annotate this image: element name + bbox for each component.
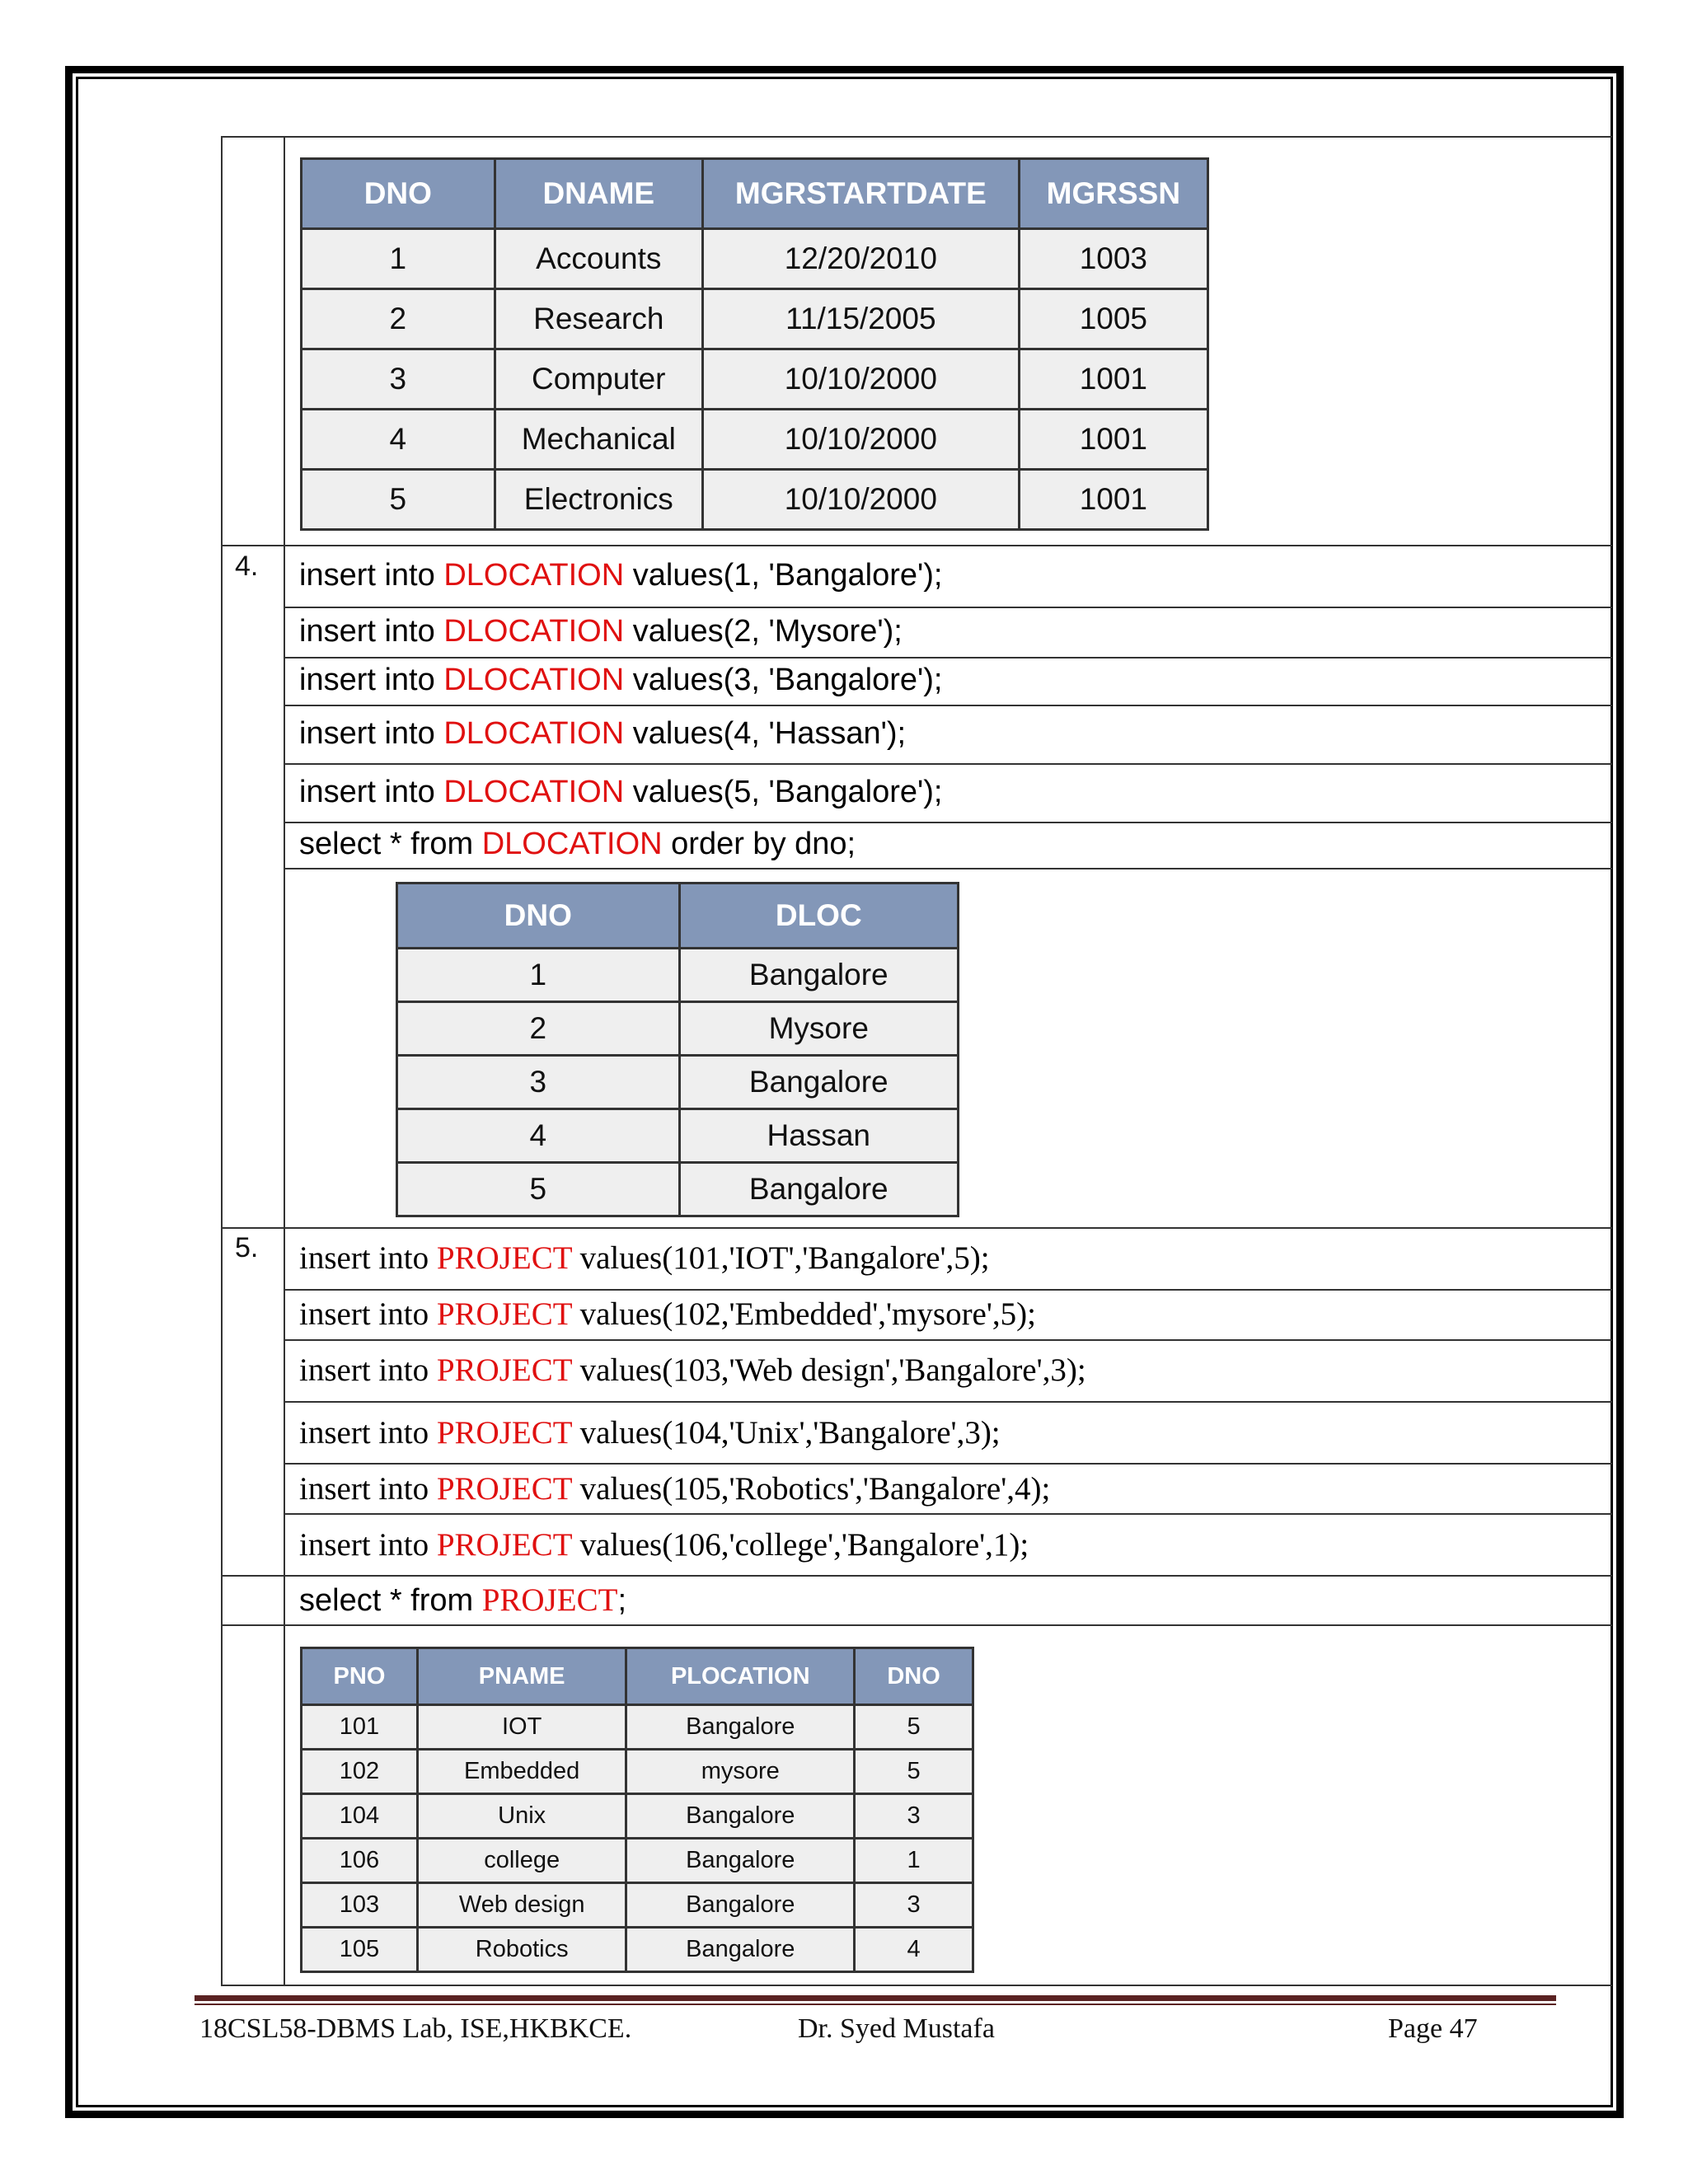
row-divider (221, 1575, 1612, 1577)
sql-statement (299, 614, 903, 649)
sql-statement (299, 775, 942, 810)
table-cell: 10/10/2000 (702, 410, 1019, 470)
table-cell: 105 (302, 1928, 418, 1972)
sql-keyword: insert into (299, 716, 444, 751)
table-row (397, 1056, 959, 1109)
table-cell: Bangalore (626, 1839, 855, 1883)
table-row (397, 1163, 959, 1216)
table-row (302, 289, 1208, 349)
sql-keyword: insert into (299, 1415, 437, 1451)
table-row (302, 1839, 973, 1883)
sql-keyword: select * from (299, 827, 482, 861)
table-row (302, 470, 1208, 530)
sql-values: values(103,'Web design','Bangalore',3); (571, 1352, 1086, 1388)
table-cell: Accounts (495, 229, 702, 289)
table-left-border (221, 136, 223, 1986)
table-row (302, 1883, 973, 1928)
sql-keyword: insert into (299, 1471, 437, 1507)
table-cell: 1003 (1019, 229, 1207, 289)
table-cell: 1001 (1019, 470, 1207, 530)
table-cell: 103 (302, 1883, 418, 1928)
column-header: DLOC (679, 883, 958, 949)
table-name: DLOCATION (481, 827, 663, 861)
row-divider (284, 1401, 1612, 1403)
table-cell: 5 (855, 1750, 973, 1794)
row-divider (284, 1339, 1612, 1341)
table-cell: 101 (302, 1705, 418, 1750)
table-name: PROJECT (436, 1471, 572, 1507)
footer-course: 18CSL58-DBMS Lab, ISE,HKBKCE. (199, 2013, 632, 2044)
number-column-divider (284, 136, 285, 1986)
table-cell: 5 (397, 1163, 680, 1216)
table-cell: Bangalore (626, 1794, 855, 1839)
sql-keyword: insert into (299, 614, 444, 649)
sql-statement (299, 558, 942, 593)
table-cell: 106 (302, 1839, 418, 1883)
sql-keyword: insert into (299, 663, 444, 697)
footer-rule-thin (195, 2004, 1556, 2005)
sql-statement (299, 1414, 1001, 1451)
table-bottom-border (221, 1985, 1612, 1986)
sql-statement (299, 1240, 990, 1277)
sql-keyword: insert into (299, 1527, 437, 1563)
table-name: PROJECT (436, 1296, 572, 1332)
table-cell: 4 (855, 1928, 973, 1972)
table-cell: 10/10/2000 (702, 349, 1019, 410)
table-cell: 4 (397, 1109, 680, 1163)
table-name: DLOCATION (443, 775, 625, 809)
table-cell: Mysore (679, 1002, 958, 1056)
sql-values: values(106,'college','Bangalore',1); (571, 1527, 1029, 1563)
sql-statement (299, 1352, 1086, 1389)
section-number: 5. (235, 1232, 259, 1263)
table-row (302, 1928, 973, 1972)
page-number: Page 47 (1388, 2013, 1478, 2044)
department-table (300, 157, 1209, 531)
table-row (302, 1705, 973, 1750)
sql-values: values(4, 'Hassan'); (624, 716, 907, 751)
table-name: DLOCATION (443, 558, 625, 593)
table-cell: 1 (302, 229, 495, 289)
table-name: PROJECT (481, 1582, 618, 1618)
table-header-row (302, 1648, 973, 1705)
table-row (302, 229, 1208, 289)
table-cell: Robotics (417, 1928, 626, 1972)
row-divider (221, 136, 1612, 138)
table-cell: 5 (302, 470, 495, 530)
table-name: DLOCATION (443, 614, 625, 649)
table-row (397, 949, 959, 1002)
table-cell: 3 (302, 349, 495, 410)
column-header: DNO (302, 159, 495, 229)
sql-statement (299, 1526, 1029, 1563)
table-cell: 104 (302, 1794, 418, 1839)
table-name: DLOCATION (443, 716, 625, 751)
table-cell: Bangalore (679, 949, 958, 1002)
table-cell: Research (495, 289, 702, 349)
row-divider (284, 705, 1612, 706)
sql-statement (299, 663, 942, 698)
table-header-row (397, 883, 959, 949)
footer-rule (195, 1995, 1556, 2001)
table-cell: 1005 (1019, 289, 1207, 349)
table-cell: 1001 (1019, 349, 1207, 410)
row-divider (284, 1463, 1612, 1465)
sql-values: values(2, 'Mysore'); (624, 614, 903, 649)
table-cell: Bangalore (626, 1883, 855, 1928)
table-cell: Computer (495, 349, 702, 410)
table-cell: Bangalore (679, 1163, 958, 1216)
row-divider (284, 1513, 1612, 1515)
table-row (302, 1750, 973, 1794)
sql-values: values(1, 'Bangalore'); (624, 558, 943, 593)
table-row (302, 410, 1208, 470)
sql-keyword: insert into (299, 1240, 437, 1276)
table-cell: Unix (417, 1794, 626, 1839)
row-divider (221, 1227, 1612, 1229)
sql-values: values(105,'Robotics','Bangalore',4); (571, 1471, 1051, 1507)
table-name: PROJECT (436, 1527, 572, 1563)
table-cell: 1001 (1019, 410, 1207, 470)
table-cell: Web design (417, 1883, 626, 1928)
table-cell: Hassan (679, 1109, 958, 1163)
sql-values: values(5, 'Bangalore'); (624, 775, 943, 809)
select-statement (299, 827, 856, 862)
row-divider (284, 763, 1612, 765)
row-divider (284, 1289, 1612, 1291)
table-row (302, 349, 1208, 410)
table-row (397, 1109, 959, 1163)
sql-keyword: insert into (299, 558, 444, 593)
table-cell: 3 (397, 1056, 680, 1109)
sql-clause: ; (617, 1583, 626, 1618)
table-name: PROJECT (436, 1352, 572, 1388)
table-row (302, 1794, 973, 1839)
row-divider (284, 868, 1612, 869)
table-cell: 4 (302, 410, 495, 470)
sql-statement (299, 1296, 1036, 1333)
table-cell: 5 (855, 1705, 973, 1750)
table-cell: Electronics (495, 470, 702, 530)
dlocation-table (396, 882, 959, 1217)
table-cell: Bangalore (679, 1056, 958, 1109)
column-header: DNAME (495, 159, 702, 229)
table-cell: 2 (302, 289, 495, 349)
sql-statement (299, 716, 906, 752)
section-number: 4. (235, 551, 259, 582)
row-divider (284, 822, 1612, 823)
sql-keyword: insert into (299, 1296, 437, 1332)
table-row (397, 1002, 959, 1056)
sql-keyword: insert into (299, 775, 444, 809)
table-cell: Bangalore (626, 1705, 855, 1750)
column-header: DNO (855, 1648, 973, 1705)
table-cell: college (417, 1839, 626, 1883)
sql-values: values(3, 'Bangalore'); (624, 663, 943, 697)
table-cell: 10/10/2000 (702, 470, 1019, 530)
table-name: DLOCATION (443, 663, 625, 697)
column-header: MGRSTARTDATE (702, 159, 1019, 229)
sql-keyword: insert into (299, 1352, 437, 1388)
sql-values: values(102,'Embedded','mysore',5); (571, 1296, 1036, 1332)
footer-author: Dr. Syed Mustafa (798, 2013, 995, 2044)
table-cell: 11/15/2005 (702, 289, 1019, 349)
table-cell: 2 (397, 1002, 680, 1056)
row-divider (284, 657, 1612, 658)
table-name: PROJECT (436, 1240, 572, 1276)
table-cell: 12/20/2010 (702, 229, 1019, 289)
table-cell: 102 (302, 1750, 418, 1794)
row-divider (221, 545, 1612, 546)
sql-keyword: select * from (299, 1583, 482, 1618)
table-name: PROJECT (436, 1415, 572, 1451)
column-header: PLOCATION (626, 1648, 855, 1705)
table-cell: 1 (397, 949, 680, 1002)
sql-statement (299, 1470, 1050, 1507)
table-cell: mysore (626, 1750, 855, 1794)
sql-clause: order by dno; (662, 827, 856, 861)
table-cell: 3 (855, 1883, 973, 1928)
column-header: DNO (397, 883, 680, 949)
table-cell: 1 (855, 1839, 973, 1883)
table-cell: Embedded (417, 1750, 626, 1794)
column-header: PNAME (417, 1648, 626, 1705)
table-cell: IOT (417, 1705, 626, 1750)
table-header-row (302, 159, 1208, 229)
row-divider (221, 1624, 1612, 1626)
sql-values: values(101,'IOT','Bangalore',5); (571, 1240, 990, 1276)
select-statement (299, 1582, 626, 1619)
column-header: MGRSSN (1019, 159, 1207, 229)
column-header: PNO (302, 1648, 418, 1705)
project-table (300, 1647, 974, 1973)
sql-values: values(104,'Unix','Bangalore',3); (571, 1415, 1001, 1451)
table-cell: Mechanical (495, 410, 702, 470)
row-divider (284, 607, 1612, 608)
table-cell: Bangalore (626, 1928, 855, 1972)
table-cell: 3 (855, 1794, 973, 1839)
